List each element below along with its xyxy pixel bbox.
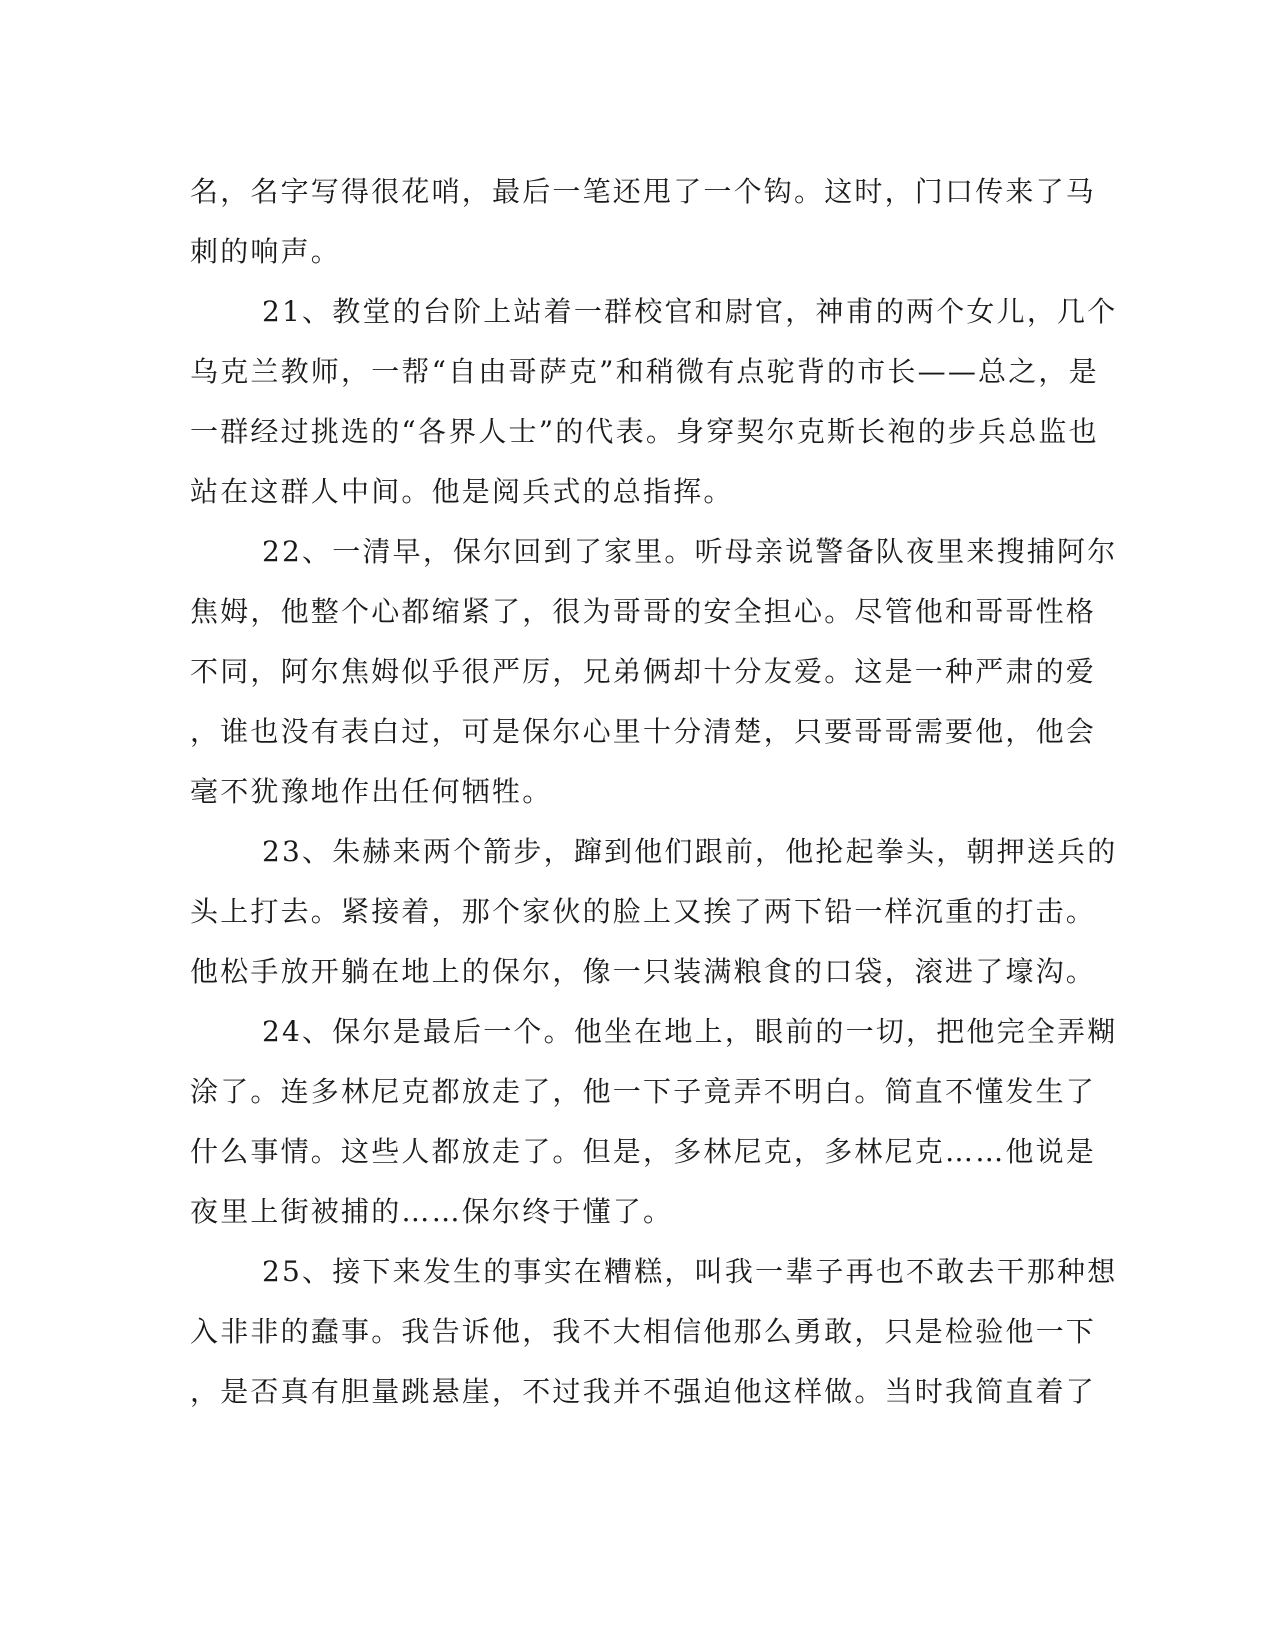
text-line: 头上打去。紧接着，那个家伙的脸上又挨了两下铅一样沉重的打击。 xyxy=(190,895,1097,928)
text-line: ，是否真有胆量跳悬崖，不过我并不强迫他这样做。当时我简直着了 xyxy=(190,1375,1097,1408)
paragraph-21-start: 21、教堂的台阶上站着一群校官和尉官，神甫的两个女儿，几个 xyxy=(262,295,1118,328)
text-line: 毫不犹豫地作出任何牺牲。 xyxy=(190,775,553,808)
text-line: 一群经过挑选的“各界人士”的代表。身穿契尔克斯长袍的步兵总监也 xyxy=(190,415,1099,448)
text-line: 涂了。连多林尼克都放走了，他一下子竟弄不明白。简直不懂发生了 xyxy=(190,1075,1097,1108)
text-line: 入非非的蠢事。我告诉他，我不大相信他那么勇敢，只是检验他一下 xyxy=(190,1315,1097,1348)
text-line: 站在这群人中间。他是阅兵式的总指挥。 xyxy=(190,475,734,508)
text-line: ，谁也没有表白过，可是保尔心里十分清楚，只要哥哥需要他，他会 xyxy=(190,715,1097,748)
text-line: 刺的响声。 xyxy=(190,235,342,268)
paragraph-22-start: 22、一清早，保尔回到了家里。听母亲说警备队夜里来搜捕阿尔 xyxy=(262,535,1118,568)
text-line: 什么事情。这些人都放走了。但是，多林尼克，多林尼克……他说是 xyxy=(190,1135,1097,1168)
paragraph-25-start: 25、接下来发生的事实在糟糕，叫我一辈子再也不敢去干那种想 xyxy=(262,1255,1118,1288)
text-line: 焦姆，他整个心都缩紧了，很为哥哥的安全担心。尽管他和哥哥性格 xyxy=(190,595,1097,628)
text-line: 夜里上街被捕的……保尔终于懂了。 xyxy=(190,1195,674,1228)
body-text xyxy=(190,162,1118,1422)
paragraph-23-start: 23、朱赫来两个箭步，蹿到他们跟前，他抡起拳头，朝押送兵的 xyxy=(262,835,1118,868)
text-line: 名，名字写得很花哨，最后一笔还甩了一个钩。这时，门口传来了马 xyxy=(190,175,1097,208)
text-line: 不同，阿尔焦姆似乎很严厉，兄弟俩却十分友爱。这是一种严肃的爱 xyxy=(190,655,1097,688)
paragraph-24-start: 24、保尔是最后一个。他坐在地上，眼前的一切，把他完全弄糊 xyxy=(262,1015,1118,1048)
text-line: 乌克兰教师，一帮“自由哥萨克”和稍微有点驼背的市长——总之，是 xyxy=(190,355,1099,388)
text-line: 他松手放开躺在地上的保尔，像一只装满粮食的口袋，滚进了壕沟。 xyxy=(190,955,1097,988)
